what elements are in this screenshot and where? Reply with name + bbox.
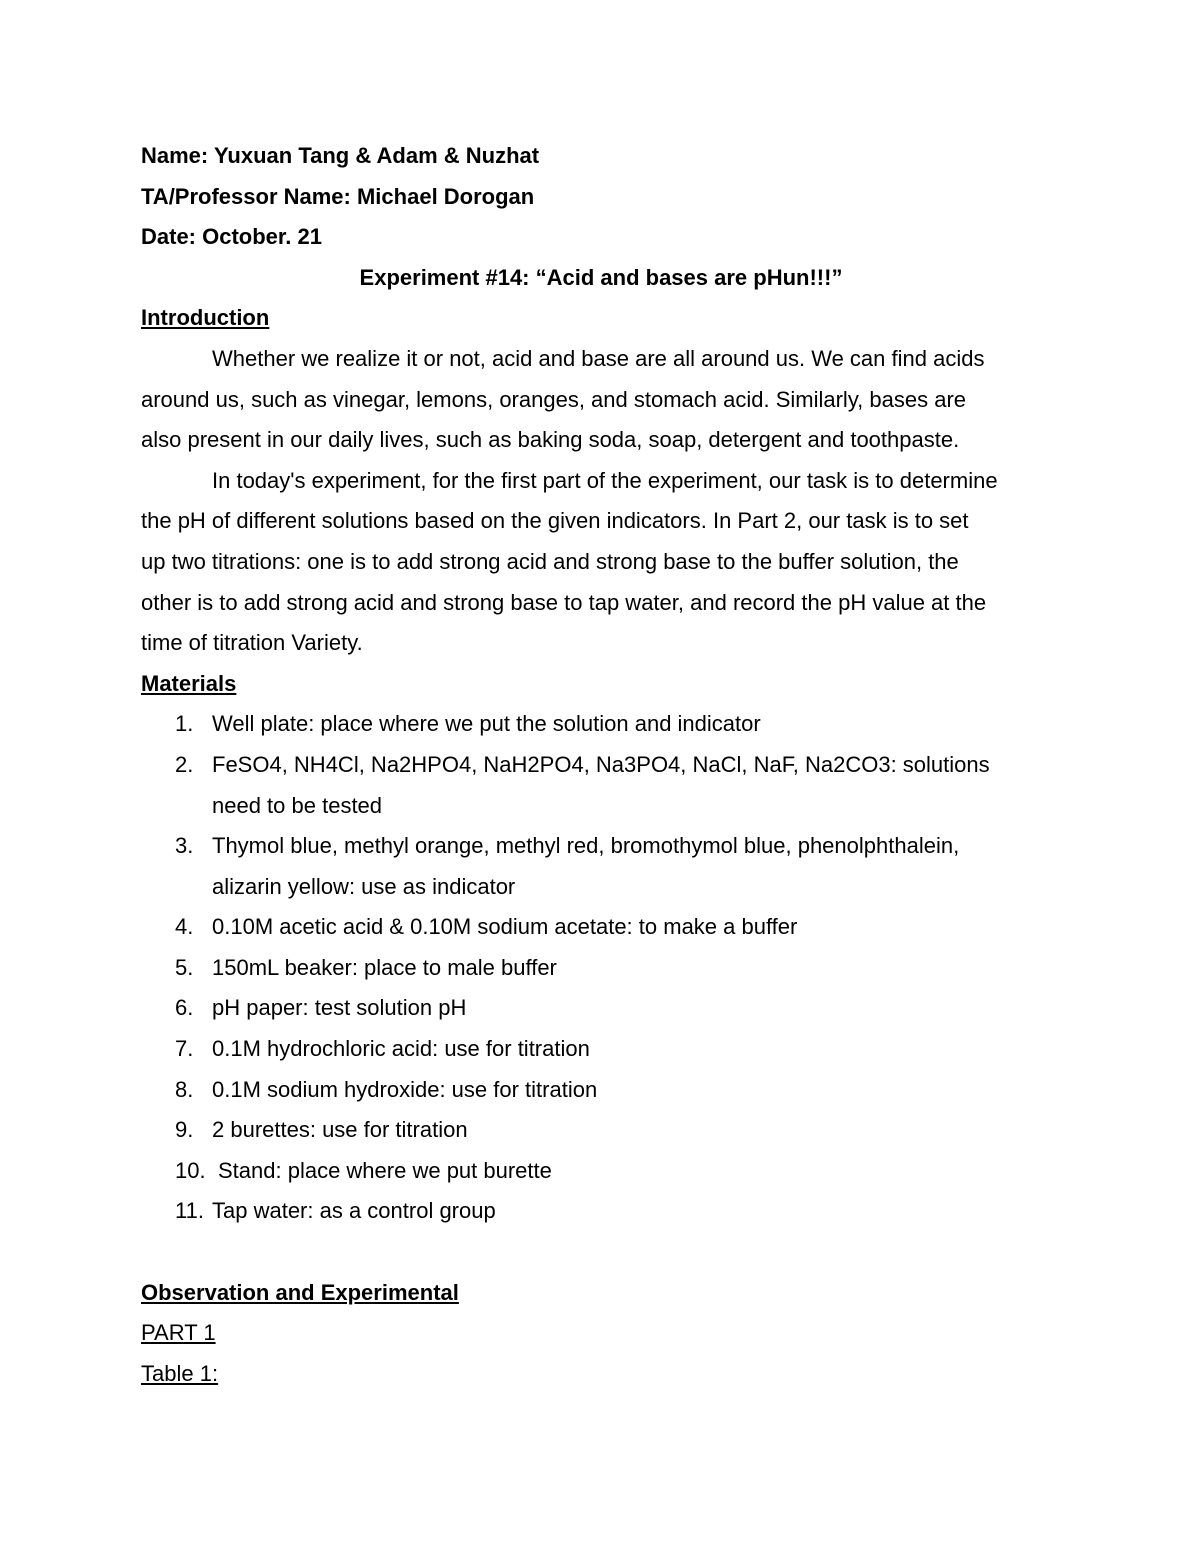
experiment-title: Experiment #14: “Acid and bases are pHun!!!” <box>359 264 843 290</box>
list-item-text: 150mL beaker: place to male buffer <box>212 954 557 980</box>
paragraph-line: around us, such as vinegar, lemons, oranges, and stomach acid. Similarly, bases are <box>141 386 967 412</box>
blank-line <box>141 1232 1061 1273</box>
list-item <box>141 1029 1061 1070</box>
list-item-text: 0.1M hydrochloric acid: use for titration <box>212 1036 590 1062</box>
list-item-text: 0.10M acetic acid & 0.10M sodium acetate: to make a buffer <box>212 914 798 940</box>
table-1-label: Table 1: <box>141 1360 219 1386</box>
student-names: Name: Yuxuan Tang & Adam & Nuzhat <box>141 143 540 168</box>
list-item-number: 1. <box>175 711 194 737</box>
paragraph-line: also present in our daily lives, such as baking soda, soap, detergent and toothpaste. <box>141 427 960 453</box>
list-item-number: 4. <box>175 914 194 940</box>
list-item-text: 2 burettes: use for titration <box>212 1117 468 1143</box>
paragraph-line: other is to add strong acid and strong base to tap water, and record the pH value at the <box>141 589 987 615</box>
list-item <box>141 1110 1061 1151</box>
list-item-number: 5. <box>175 954 194 980</box>
list-item <box>141 745 1061 826</box>
paragraph-line: time of titration Variety. <box>141 630 363 656</box>
list-item <box>141 1070 1061 1111</box>
list-item-number: 9. <box>175 1117 194 1143</box>
list-item <box>141 907 1061 948</box>
observation-heading: Observation and Experimental <box>141 1279 459 1305</box>
list-item-text: Well plate: place where we put the solution and indicator <box>212 711 761 737</box>
paragraph-line: In today's experiment, for the first part of the experiment, our task is to determine <box>212 467 998 493</box>
list-item-text: alizarin yellow: use as indicator <box>212 873 516 899</box>
paragraph-line: up two titrations: one is to add strong acid and strong base to the buffer solution, the <box>141 548 959 574</box>
list-item-text: Thymol blue, methyl orange, methyl red, bromothymol blue, phenolphthalein, <box>212 833 960 859</box>
introduction-paragraph-2 <box>141 461 1061 664</box>
materials-list <box>141 704 1061 1232</box>
paragraph-line: Whether we realize it or not, acid and base are all around us. We can find acids <box>212 345 985 371</box>
list-item-text: FeSO4, NH4Cl, Na2HPO4, NaH2PO4, Na3PO4, NaCl, NaF, Na2CO3: solutions <box>212 751 990 777</box>
list-item-text: Tap water: as a control group <box>212 1198 496 1224</box>
paragraph-line: the pH of different solutions based on the given indicators. In Part 2, our task is to set <box>141 508 969 534</box>
document-page <box>141 136 1061 1394</box>
list-item-text: Stand: place where we put burette <box>218 1157 552 1183</box>
introduction-heading: Introduction <box>141 305 270 331</box>
list-item <box>141 826 1061 907</box>
report-date: Date: October. 21 <box>141 224 322 250</box>
list-item-text: 0.1M sodium hydroxide: use for titration <box>212 1076 598 1102</box>
list-item-number: 3. <box>175 833 194 859</box>
list-item-number: 11. <box>175 1198 204 1224</box>
list-item <box>141 1151 1061 1192</box>
list-item <box>141 948 1061 989</box>
part-1-label: PART 1 <box>141 1320 216 1346</box>
list-item-text: need to be tested <box>212 792 383 818</box>
materials-heading: Materials <box>141 670 237 696</box>
list-item-number: 7. <box>175 1036 194 1062</box>
ta-professor-name: TA/Professor Name: Michael Dorogan <box>141 183 535 209</box>
list-item-number: 10. <box>175 1157 206 1183</box>
list-item-text: pH paper: test solution pH <box>212 995 467 1021</box>
list-item <box>141 704 1061 745</box>
list-item-number: 2. <box>175 751 194 777</box>
list-item <box>141 988 1061 1029</box>
list-item <box>141 1191 1061 1232</box>
list-item-number: 8. <box>175 1076 194 1102</box>
list-item-number: 6. <box>175 995 194 1021</box>
introduction-paragraph-1 <box>141 339 1061 461</box>
